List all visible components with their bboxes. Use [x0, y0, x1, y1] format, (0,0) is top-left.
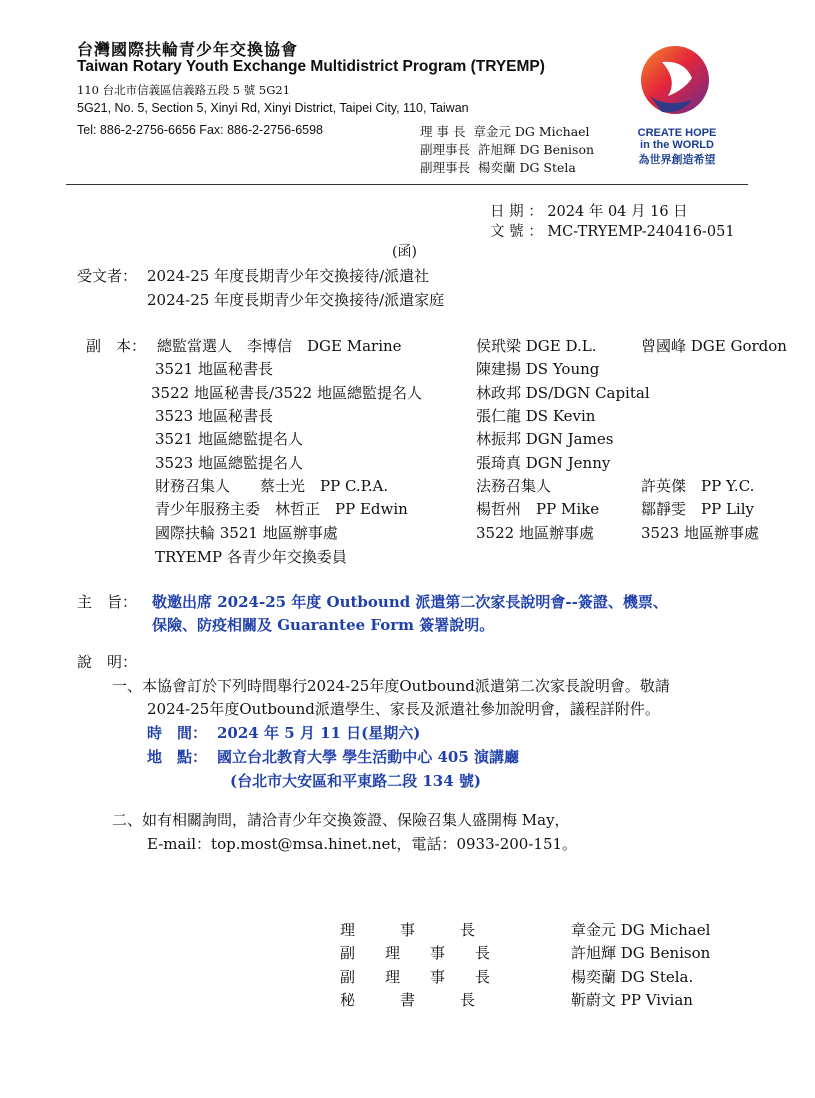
logo-text-line1: CREATE HOPE: [637, 127, 717, 139]
subject-line: 保險、防疫相關及 Guarantee Form 簽署說明。: [152, 616, 495, 634]
subject-line: 敬邀出席 2024-25 年度 Outbound 派遣第二次家長說明會--簽證、機票、: [152, 593, 668, 611]
cc-entry: 3522 地區秘書長/3522 地區總監提名人: [151, 384, 422, 402]
signature-name: 楊奕蘭 DG Stela.: [571, 968, 694, 986]
org-name-en: Taiwan Rotary Youth Exchange Multidistrict Program (TRYEMP): [77, 58, 545, 75]
time-value: 2024 年 5 月 11 日(星期六): [217, 724, 421, 742]
place-address: (台北市大安區和平東路二段 134 號): [230, 772, 481, 790]
cc-entry: 法務召集人: [476, 477, 552, 495]
document-date: 日 期 ： 2024 年 04 月 16 日: [490, 204, 688, 220]
address-en: 5G21, No. 5, Section 5, Xinyi Rd, Xinyi District, Taipei City, 110, Taiwan: [77, 101, 469, 115]
cc-entry: 張琦真 DGN Jenny: [476, 454, 611, 472]
cc-label: 副 本：: [86, 337, 147, 355]
board-row-vice-1: [420, 140, 594, 158]
cc-entry: 楊哲州 PP Mike: [476, 500, 600, 518]
letter-type: (函): [392, 244, 417, 260]
signature-title: 秘 書 長: [340, 991, 476, 1009]
cc-entry: 許英傑 PP Y.C.: [641, 477, 755, 495]
board-title: 理 事 長: [420, 124, 466, 139]
cc-entry: 曾國峰 DGE Gordon: [641, 337, 787, 355]
logo-text-line2: in the WORLD: [640, 139, 714, 151]
board-name: 許旭輝 DG Benison: [477, 142, 595, 157]
explanation-item2-line1: 二、如有相關詢問，請洽青少年交換簽證、保險召集人盛開梅 May，: [112, 811, 570, 829]
address-zh: 110 台北市信義區信義路五段 5 號 5G21: [77, 83, 291, 97]
time-label: 時 間：: [147, 724, 208, 742]
signature-title: 副 理 事 長: [340, 968, 491, 986]
cc-entry: 3523 地區秘書長: [155, 407, 273, 425]
cc-entry: 陳建揚 DS Young: [476, 360, 600, 378]
explanation-item1-line2: 2024-25年度Outbound派遣學生、家長及派遣社參加說明會，議程詳附件。: [147, 700, 660, 718]
board-row-chairman: [420, 122, 590, 140]
signature-name: 靳蔚文 PP Vivian: [571, 991, 693, 1009]
board-title: 副理事長: [420, 160, 471, 175]
cc-entry: 鄒靜雯 PP Lily: [641, 500, 754, 518]
signature-title: 副 理 事 長: [340, 944, 491, 962]
cc-entry: 國際扶輪 3521 地區辦事處: [155, 524, 338, 542]
cc-entry: 青少年服務主委 林哲正 PP Edwin: [155, 500, 408, 518]
recipients-label: 受文者：: [77, 267, 138, 285]
explanation-item2-line2: E-mail：top.most@msa.hinet.net，電話：0933-200-151。: [147, 835, 578, 853]
cc-entry: 張仁龍 DS Kevin: [476, 407, 596, 425]
document-number: 文 號 ： MC-TRYEMP-240416-051: [490, 224, 735, 240]
cc-entry: 3523 地區總監提名人: [155, 454, 303, 472]
board-title: 副理事長: [420, 142, 471, 157]
board-row-vice-2: [420, 158, 576, 176]
cc-entry: 總監當選人 李博信 DGE Marine: [157, 337, 402, 355]
subject-label: 主 旨：: [77, 593, 138, 611]
cc-entry: 林振邦 DGN James: [476, 430, 614, 448]
header-divider: [66, 184, 748, 185]
recipient-line: 2024-25 年度長期青少年交換接待/派遣社: [147, 267, 430, 285]
cc-entry: 3523 地區辦事處: [641, 524, 759, 542]
board-name: 楊奕蘭 DG Stela: [477, 160, 576, 175]
tel-fax: Tel: 886-2-2756-6656 Fax: 886-2-2756-6598: [77, 123, 324, 137]
cc-entry: TRYEMP 各青少年交換委員: [155, 548, 347, 566]
cc-entry: 3522 地區辦事處: [476, 524, 594, 542]
cc-entry: 3521 地區總監提名人: [155, 430, 303, 448]
cc-entry: 3521 地區秘書長: [155, 360, 273, 378]
cc-entry: 林政邦 DS/DGN Capital: [476, 384, 650, 402]
cc-entry: 財務召集人 蔡士光 PP C.P.A.: [155, 477, 389, 495]
place-value: 國立台北教育大學 學生活動中心 405 演講廳: [217, 748, 519, 766]
place-label: 地 點：: [147, 748, 208, 766]
explanation-item1-line1: 一、本協會訂於下列時間舉行2024-25年度Outbound派遣第二次家長說明會。敬請: [112, 677, 670, 695]
cc-entry: 侯玳梁 DGE D.L.: [476, 337, 597, 355]
org-name-zh: 台灣國際扶輪青少年交換協會: [77, 40, 299, 59]
explanation-label: 說 明：: [77, 653, 138, 671]
board-name: 章金元 DG Michael: [473, 124, 590, 139]
signature-name: 許旭輝 DG Benison: [571, 944, 711, 962]
signature-title: 理 事 長: [340, 921, 476, 939]
logo-text-line3: 為世界創造希望: [638, 154, 716, 166]
recipient-line: 2024-25 年度長期青少年交換接待/派遣家庭: [147, 291, 445, 309]
signature-name: 章金元 DG Michael: [571, 921, 711, 939]
